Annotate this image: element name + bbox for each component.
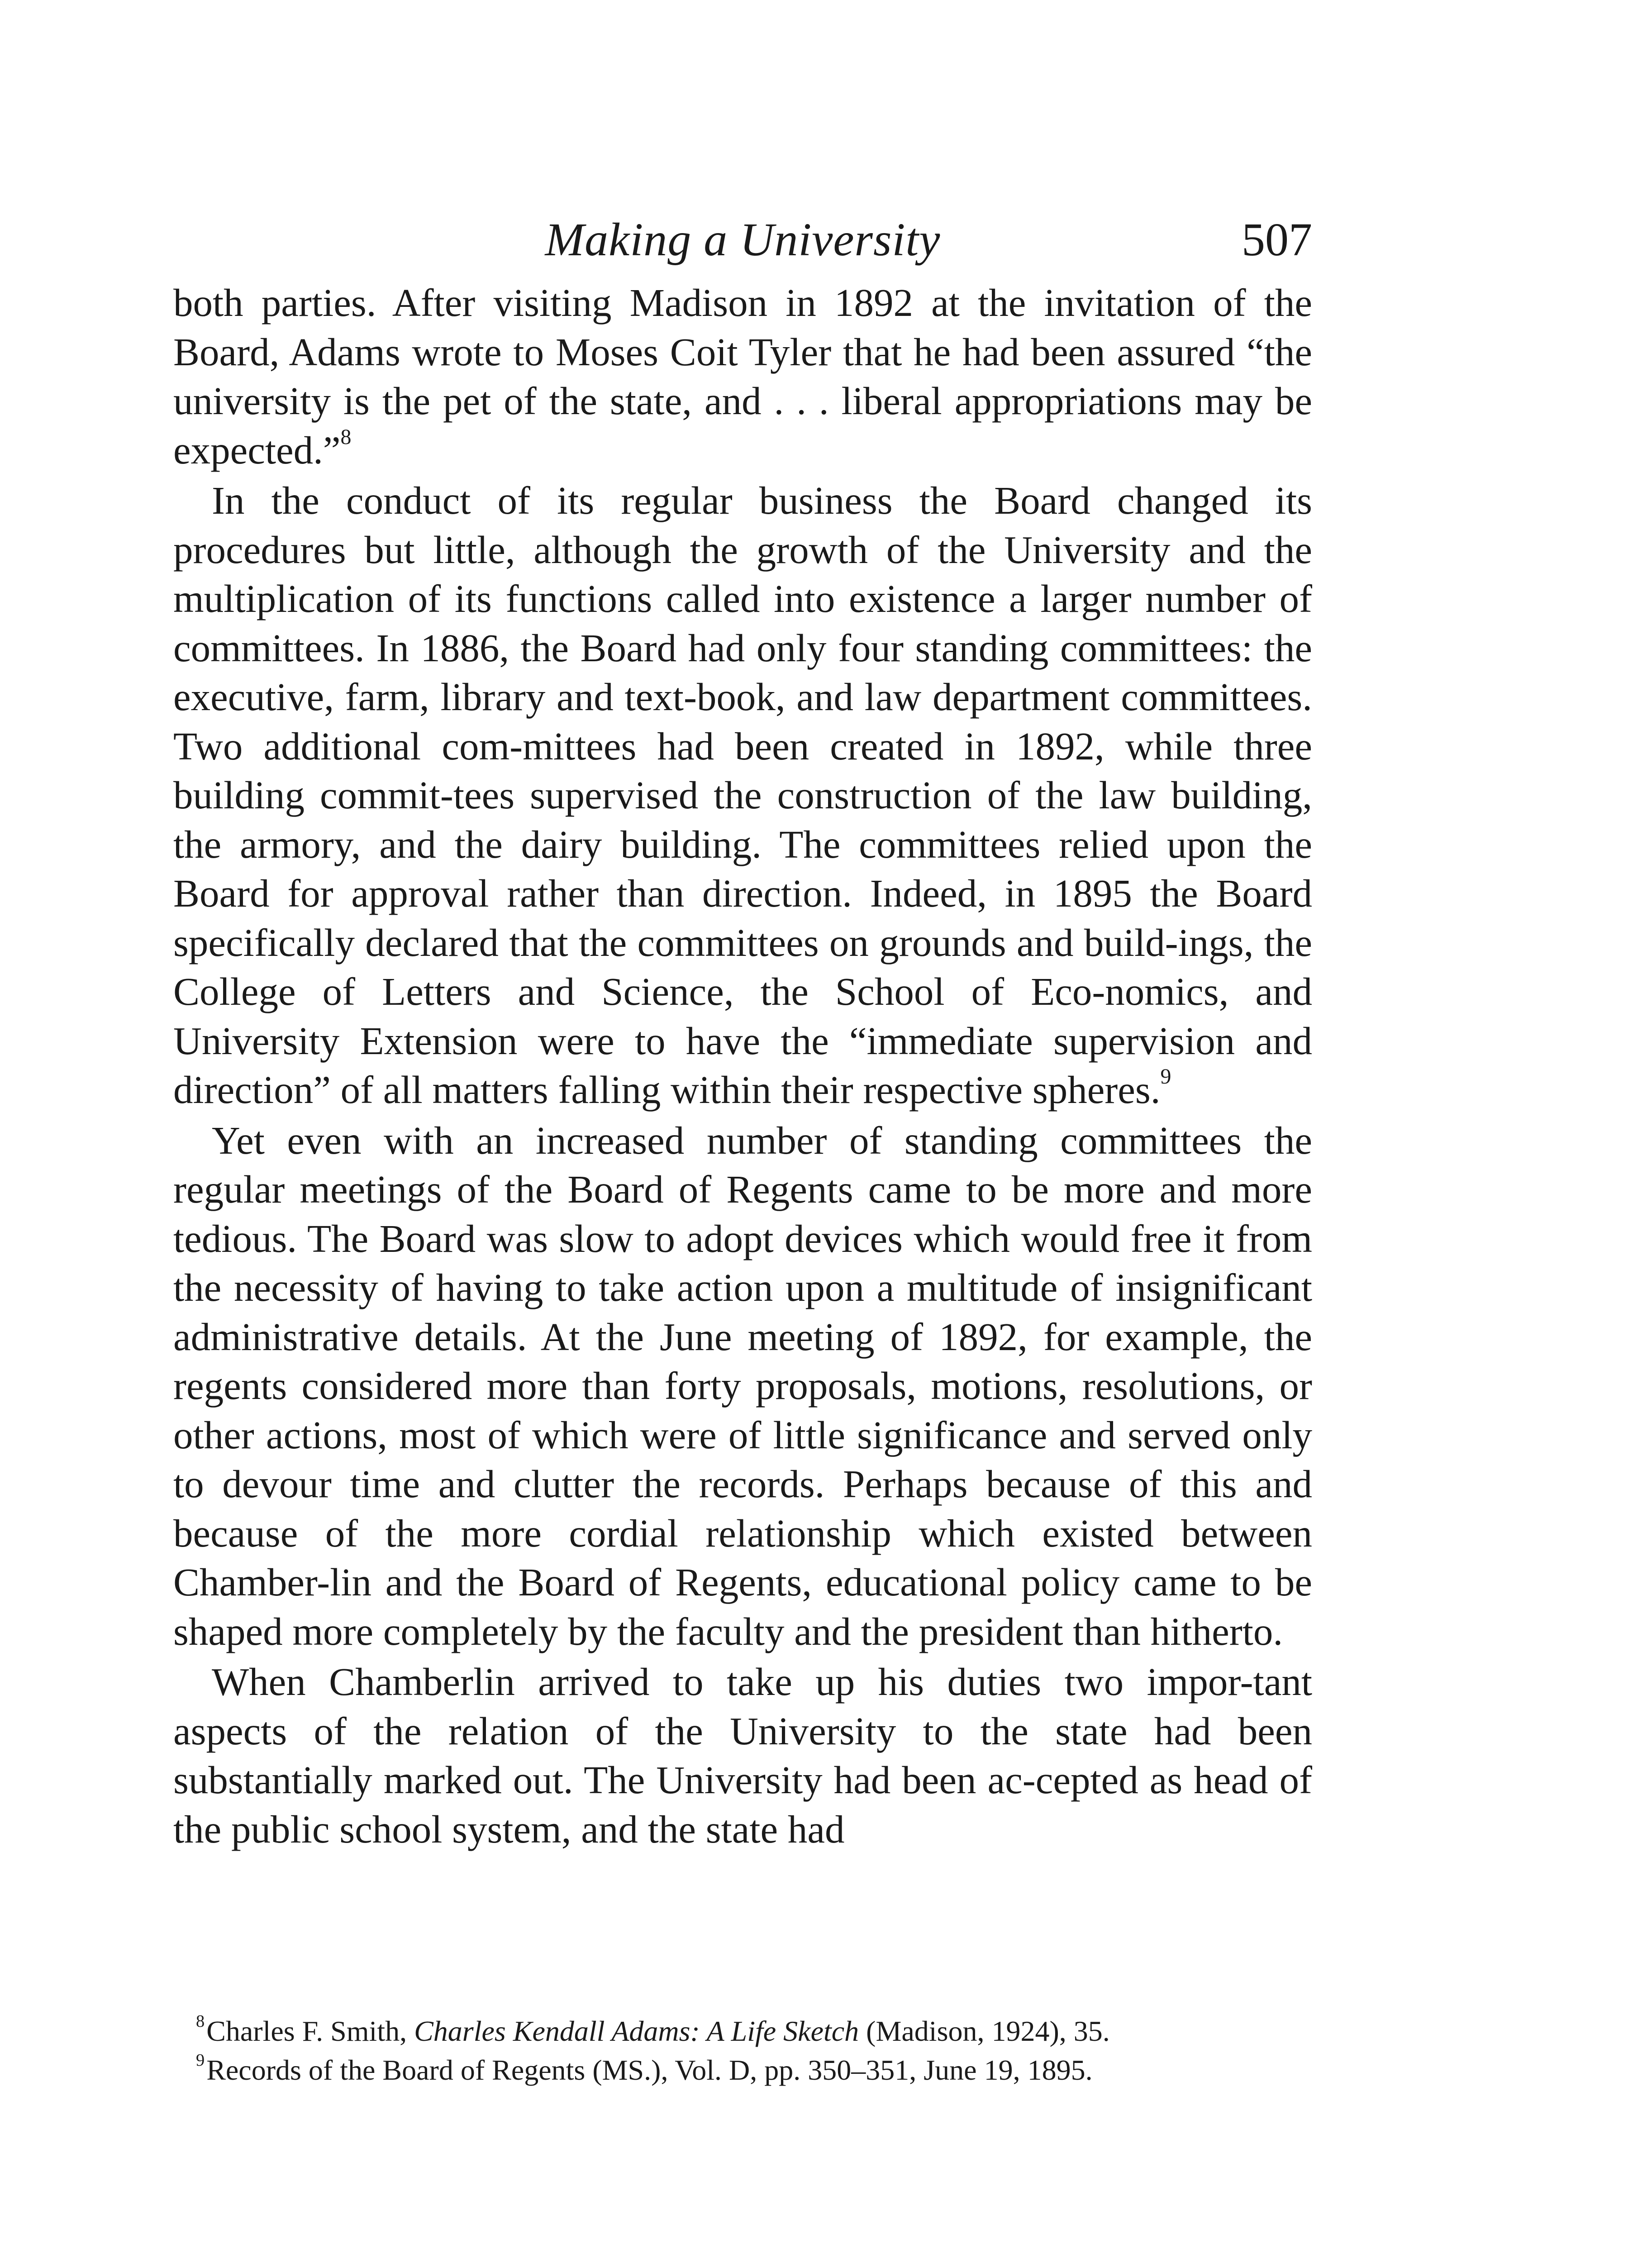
footnote-prefix: Charles F. Smith, (206, 2015, 414, 2047)
paragraph-2-text: In the conduct of its regular business the Board changed its procedures but little, although the growth of the University and the multiplication of its functions called into existence a larger number of committees. In 1886, the Board had only four standing committees: the executive, farm, library and text-book, and law department committees. Two additional com-mittees had been created in 1892, while three building commit-tees supervised the construction of the law building, the armory, and the dairy building. The committees relied upon the Board for approval rather than direction. Indeed, in 1895 the Board specifically declared that the committees on grounds and build-ings, the College of Letters and Science, the School of Eco-nomics, and University Extension were to have the “immediate supervision and direction” of all matters falling within their respective spheres. (173, 478, 1312, 1112)
running-title: Making a University (545, 214, 941, 266)
paragraph-3 (173, 1116, 1312, 1657)
footnote-marker: 9 (196, 2051, 205, 2070)
footnote-9 (173, 2051, 1312, 2090)
footnote-suffix: (Madison, 1924), 35. (859, 2015, 1110, 2047)
footnotes (173, 2012, 1312, 2090)
paragraph-1 (173, 278, 1312, 475)
footnote-prefix: Records of the Board of Regents (MS.), Vol. D, pp. 350–351, June 19, 1895. (206, 2054, 1093, 2086)
paragraph-2 (173, 476, 1312, 1115)
body-text (173, 278, 1312, 1855)
paragraph-3-text: Yet even with an increased number of standing committees the regular meetings of the Board of Regents came to be more and more tedious. The Board was slow to adopt devices which would free it from the necessity of having to take action upon a multitude of insignificant administrative details. At the June meeting of 1892, for example, the regents considered more than forty proposals, motions, resolutions, or other actions, most of which were of little significance and served only to devour time and clutter the records. Perhaps because of this and because of the more cordial relationship which existed between Chamber-lin and the Board of Regents, educational policy came to be shaped more completely by the faculty and the president than hitherto. (173, 1118, 1312, 1653)
paragraph-4 (173, 1657, 1312, 1854)
page-header (173, 206, 1312, 274)
paragraph-1-text: both parties. After visiting Madison in 1892 at the invitation of the Board, Adams wrote to Moses Coit Tyler that he had been assured “the university is the pet of the state, and . . . liberal appropriations may be expected.” (173, 281, 1312, 472)
footnote-8 (173, 2012, 1312, 2051)
footnote-book-title: Charles Kendall Adams: A Life Sketch (414, 2015, 859, 2047)
page-number: 507 (1242, 214, 1312, 266)
footnote-ref-8[interactable]: 8 (340, 425, 352, 449)
footnote-marker: 8 (196, 2012, 205, 2031)
footnote-ref-9[interactable]: 9 (1160, 1064, 1171, 1089)
paragraph-4-text: When Chamberlin arrived to take up his duties two impor-tant aspects of the relation of the University to the state had been substantially marked out. The University had been ac-cepted as head of the public school system, and the state had (173, 1660, 1312, 1851)
